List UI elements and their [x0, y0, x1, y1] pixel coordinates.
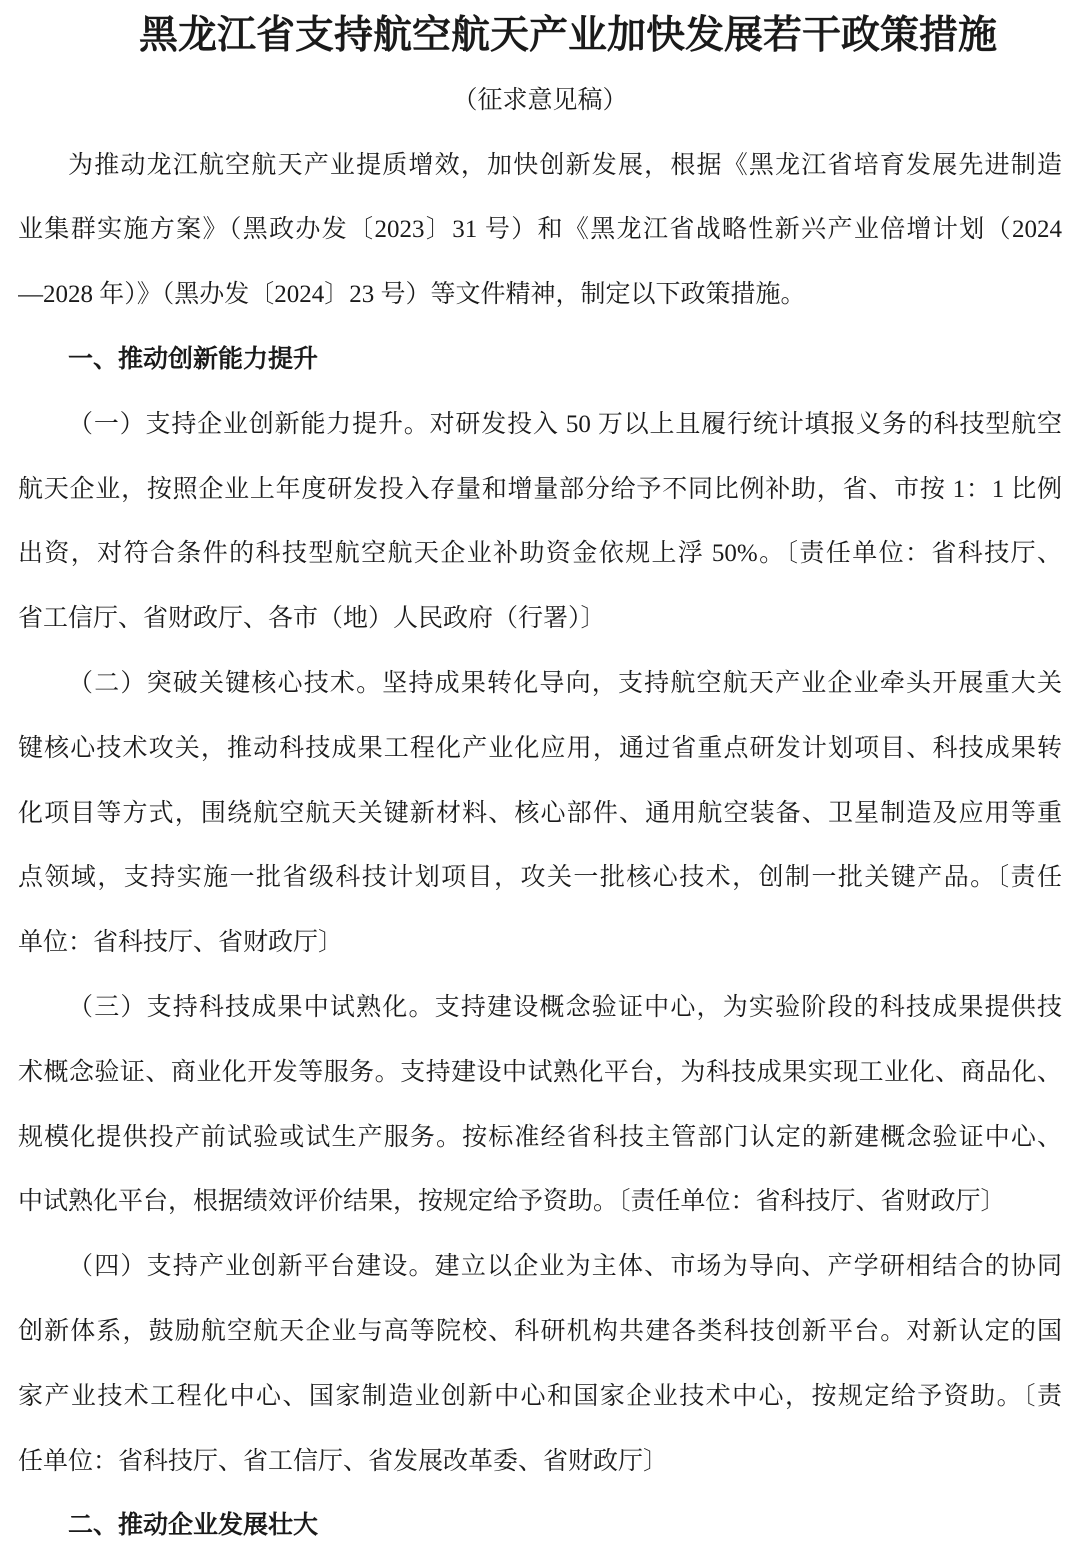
paragraph-line: 创新体系，鼓励航空航天企业与高等院校、科研机构共建各类科技创新平台。对新认定的国 — [18, 1317, 1062, 1345]
paragraph-line: 键核心技术攻关，推动科技成果工程化产业化应用，通过省重点研发计划项目、科技成果转 — [18, 734, 1062, 762]
paragraph-line: 规模化提供投产前试验或试生产服务。按标准经省科技主管部门认定的新建概念验证中心、 — [18, 1123, 1062, 1151]
document-subtitle: （征求意见稿） — [452, 86, 628, 114]
intro-paragraph — [18, 134, 1062, 328]
clause-1-paragraph — [18, 393, 1062, 652]
paragraph-line: 家产业技术工程化中心、国家制造业创新中心和国家企业技术中心，按规定给予资助。〔责 — [18, 1382, 1062, 1410]
paragraph-line: 化项目等方式，围绕航空航天关键新材料、核心部件、通用航空装备、卫星制造及应用等重 — [18, 799, 1062, 827]
paragraph-line: 中试熟化平台，根据绩效评价结果，按规定给予资助。〔责任单位：省科技厅、省财政厅〕 — [18, 1188, 1006, 1216]
paragraph-line: 出资，对符合条件的科技型航空航天企业补助资金依规上浮 50%。〔责任单位：省科技厅、 — [18, 540, 1062, 568]
paragraph-line: 单位：省科技厅、省财政厅〕 — [18, 929, 344, 957]
paragraph-line: （三）支持科技成果中试熟化。支持建设概念验证中心，为实验阶段的科技成果提供技 — [68, 993, 1062, 1021]
section-2 — [18, 1494, 1062, 1559]
paragraph-line: —2028 年）》（黑办发〔2024〕23 号）等文件精神，制定以下政策措施。 — [18, 281, 806, 309]
clause-2-paragraph — [18, 652, 1062, 976]
paragraph-line: （四）支持产业创新平台建设。建立以企业为主体、市场为导向、产学研相结合的协同 — [68, 1253, 1062, 1281]
document-title: 黑龙江省支持航空航天产业加快发展若干政策措施 — [138, 14, 997, 57]
clause-4-paragraph — [18, 1235, 1062, 1494]
clause-3-paragraph — [18, 976, 1062, 1235]
paragraph-line: 点领域，支持实施一批省级科技计划项目，攻关一批核心技术，创制一批关键产品。〔责任 — [18, 864, 1062, 892]
paragraph-line: 航天企业，按照企业上年度研发投入存量和增量部分给予不同比例补助，省、市按 1：1 比例 — [18, 475, 1062, 503]
paragraph-line: 任单位：省科技厅、省工信厅、省发展改革委、省财政厅〕 — [18, 1447, 669, 1475]
paragraph-line: 术概念验证、商业化开发等服务。支持建设中试熟化平台，为科技成果实现工业化、商品化、 — [18, 1058, 1062, 1086]
section-heading: 一、推动创新能力提升 — [68, 345, 319, 373]
paragraph-line: 为推动龙江航空航天产业提质增效，加快创新发展，根据《黑龙江省培育发展先进制造 — [68, 151, 1062, 179]
paragraph-line: 业集群实施方案》（黑政办发〔2023〕31 号）和《黑龙江省战略性新兴产业倍增计划（2024 — [18, 216, 1062, 244]
paragraph-line: （一）支持企业创新能力提升。对研发投入 50 万以上且履行统计填报义务的科技型航空 — [68, 410, 1062, 438]
paragraph-line: （二）突破关键核心技术。坚持成果转化导向，支持航空航天产业企业牵头开展重大关 — [68, 669, 1062, 697]
paragraph-line: 省工信厅、省财政厅、各市（地）人民政府（行署）〕 — [18, 605, 606, 633]
section-1 — [18, 328, 1062, 1494]
section-heading: 二、推动企业发展壮大 — [68, 1512, 319, 1540]
